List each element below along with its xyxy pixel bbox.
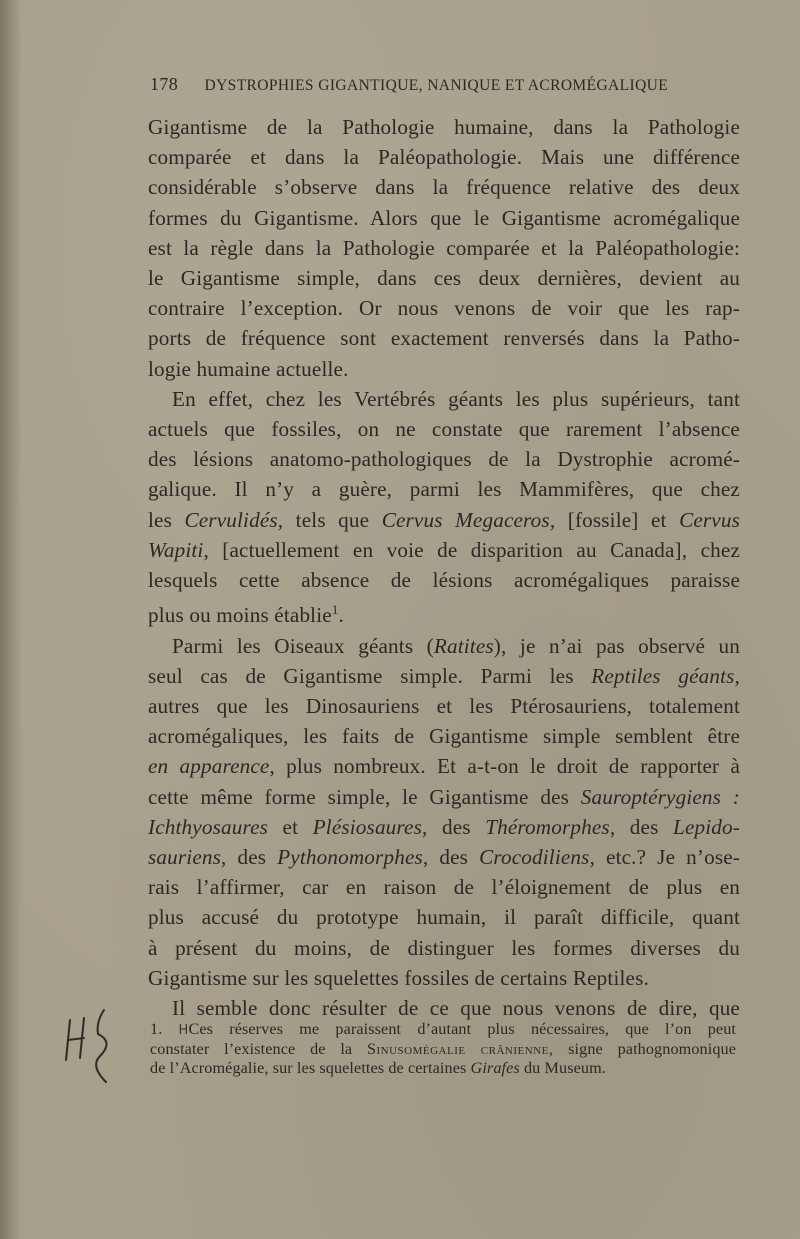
text-line: contraire l’exception. Or nous venons de voir que les rap- xyxy=(148,296,740,321)
footnote-ref: 1 xyxy=(331,602,339,618)
text-line: considérable s’observe dans la fréquence relative des deux xyxy=(148,175,740,200)
text-line: Gigantisme sur les squelettes fossiles de certains Reptiles. xyxy=(148,965,649,990)
text-line: acromégaliques, les faits de Gigantisme simple semblent être xyxy=(148,724,740,749)
taxon-name: Théromorphes xyxy=(485,814,610,839)
text-line: seul cas de Gigantisme simple. Parmi les Reptiles géants, xyxy=(148,663,740,688)
text-line: en apparence, plus nombreux. Et a-t-on le droit de rapporter à xyxy=(148,754,740,779)
text-line: le Gigantisme simple, dans ces deux dernières, devient au xyxy=(148,266,740,291)
taxon-name: Ichthyosaures xyxy=(148,814,269,839)
text-line: formes du Gigantisme. Alors que le Gigantisme acromégalique xyxy=(148,205,740,230)
text-line: ports de fréquence sont exactement renversés dans la Patho- xyxy=(148,326,740,351)
taxon-name: Cervulidés xyxy=(184,507,278,532)
text-line: lesquels cette absence de lésions acromégaliques paraisse xyxy=(148,568,740,593)
text-line: sauriens, des Pythonomorphes, des Crocodiliens, etc.? Je n’ose- xyxy=(148,844,741,869)
taxon-name: Wapiti xyxy=(148,537,204,562)
taxon-name: Reptiles géants xyxy=(591,663,735,688)
text-line: rais l’affirmer, car en raison de l’éloignement de plus en xyxy=(148,875,740,900)
footnote-line: de l’Acromégalie, sur les squelettes de certaines Girafes du Museum. xyxy=(150,1059,606,1077)
footnote-line: constater l’existence de la Sinusomégalie crânienne, signe pathognomonique xyxy=(150,1040,736,1058)
taxon-name: Ratites xyxy=(433,633,494,658)
taxon-name: Lepido- xyxy=(673,814,740,839)
text-line: autres que les Dinosauriens et les Ptérosauriens, totalement xyxy=(148,693,740,718)
text-line: logie humaine actuelle. xyxy=(148,356,349,381)
taxon-name: Crocodiliens xyxy=(479,844,590,869)
running-title: DYSTROPHIES GIGANTIQUE, NANIQUE ET ACROMÉGALIQUE xyxy=(204,77,669,94)
footnote xyxy=(150,1020,736,1078)
handwritten-h-icon xyxy=(60,1008,130,1088)
text-line: galique. Il n’y a guère, parmi les Mammifères, que chez xyxy=(148,477,740,502)
text-line: plus accusé du prototype humain, il paraît difficile, quant xyxy=(148,905,740,930)
handwritten-margin-note xyxy=(60,1008,130,1088)
text-line: est la règle dans la Pathologie comparée et la Paléopathologie: xyxy=(148,235,740,260)
small-caps-term: Sinusomégalie crânienne, xyxy=(367,1040,554,1058)
text-line: Ichthyosaures et Plésiosaures, des Théromorphes, des Lepido- xyxy=(148,814,740,839)
text-line: les Cervulidés, tels que Cervus Megaceros, [fossile] et Cervus xyxy=(148,507,740,532)
taxon-name: Sauroptérygiens : xyxy=(580,784,740,809)
footnote-line: 1. HCes réserves me paraissent d’autant plus nécessaires, que l’on peut xyxy=(150,1020,736,1038)
text-line: à présent du moins, de distinguer les formes diverses du xyxy=(148,935,740,960)
running-header xyxy=(150,74,710,100)
text-line: Il semble donc résulter de ce que nous venons de dire, que xyxy=(172,995,740,1020)
taxon-name: sauriens xyxy=(148,844,222,869)
taxon-name: Plésiosaures xyxy=(312,814,422,839)
pencil-mark: H xyxy=(178,1023,189,1038)
footnote-marker: 1. xyxy=(150,1020,163,1038)
taxon-name: Pythonomorphes xyxy=(277,844,423,869)
text-line: Parmi les Oiseaux géants (Ratites), je n’ai pas observé un xyxy=(172,633,740,658)
taxon-name: Cervus Megaceros xyxy=(381,507,550,532)
body-text xyxy=(148,112,740,1023)
text-line: comparée et dans la Paléopathologie. Mais une différence xyxy=(148,145,740,170)
text-line: Wapiti, [actuellement en voie de disparition au Canada], chez xyxy=(148,537,740,562)
text-line: cette même forme simple, le Gigantisme des Sauroptérygiens : xyxy=(148,784,740,809)
text-line: des lésions anatomo-pathologiques de la Dystrophie acromé- xyxy=(148,447,740,472)
page-gutter-shadow xyxy=(0,0,22,1239)
taxon-name: Cervus xyxy=(679,507,740,532)
page-number: 178 xyxy=(150,74,179,94)
text-line: Gigantisme de la Pathologie humaine, dans la Pathologie xyxy=(148,115,740,139)
text-span: les xyxy=(148,507,185,532)
text-line: actuels que fossiles, on ne constate que rarement l’absence xyxy=(148,417,740,442)
text-line: plus ou moins établie$^1$. xyxy=(148,602,344,628)
text-line: En effet, chez les Vertébrés géants les plus supérieurs, tant xyxy=(172,386,740,411)
